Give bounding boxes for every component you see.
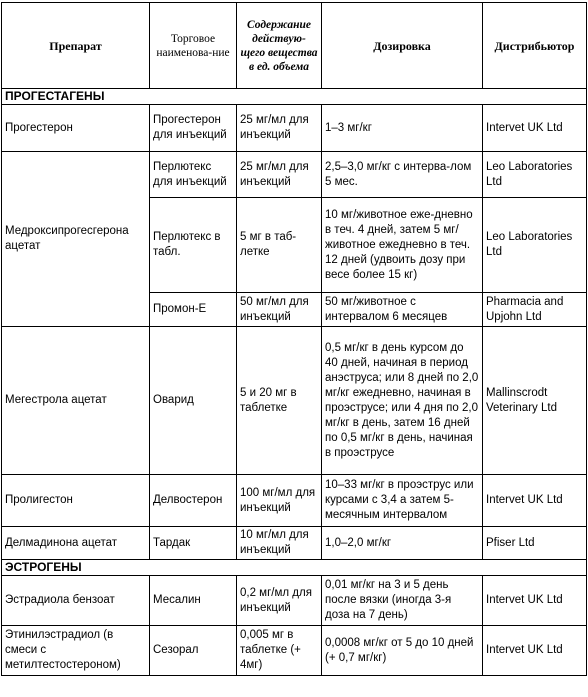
table-row bbox=[2, 105, 587, 152]
cell-drug: Прогестерон bbox=[2, 105, 150, 152]
cell-distributor: Intervet UK Ltd bbox=[483, 576, 587, 626]
cell-trade: Тардак bbox=[150, 527, 237, 560]
cell-dose: 10–33 мг/кг в проэструс или курсами с 3,4 а затем 5-месячным интервалом bbox=[322, 475, 483, 527]
section-row bbox=[2, 560, 587, 576]
table-row bbox=[2, 327, 587, 475]
cell-distributor: Pharmacia and Upjohn Ltd bbox=[483, 293, 587, 327]
table-row bbox=[2, 576, 587, 626]
cell-content: 10 мг/мл для инъекций bbox=[237, 527, 322, 560]
header-row bbox=[2, 3, 587, 89]
table-row bbox=[2, 475, 587, 527]
cell-drug: Этинилэстрадиол (в смеси с метилтестостероном) bbox=[2, 626, 150, 676]
cell-content: 0,005 мг в таблетке (+ 4мг) bbox=[237, 626, 322, 676]
cell-distributor: Intervet UK Ltd bbox=[483, 626, 587, 676]
cell-trade: Делвостерон bbox=[150, 475, 237, 527]
cell-trade: Перлютекс в табл. bbox=[150, 198, 237, 293]
cell-trade: Промон-Е bbox=[150, 293, 237, 327]
cell-trade: Сезорал bbox=[150, 626, 237, 676]
cell-dose: 10 мг/животное еже-дневно в теч. 4 дней, затем 5 мг/животное ежедневно в теч. 12 дней (удвоить дозу при весе более 15 кг) bbox=[322, 198, 483, 293]
cell-content: 25 мг/мл для инъекций bbox=[237, 105, 322, 152]
cell-distributor: Leo Laboratories Ltd bbox=[483, 198, 587, 293]
cell-distributor: Intervet UK Ltd bbox=[483, 105, 587, 152]
cell-drug: Медроксипрогесгерона ацетат bbox=[2, 152, 150, 327]
cell-content: 25 мг/мл для инъекций bbox=[237, 152, 322, 198]
cell-trade: Прогестерон для инъекций bbox=[150, 105, 237, 152]
cell-dose: 0,5 мг/кг в день курсом до 40 дней, начиная в период анэструса; или 8 дней по 2,0 мг/кг ежедневно, начиная в проэструсе; или 4 дня по 2,0 мг/кг в день, затем 16 дней по 0,5 мг/кг в день, начиная в проэструсе bbox=[322, 327, 483, 475]
header-drug: Препарат bbox=[2, 3, 150, 89]
cell-distributor: Leo Laboratories Ltd bbox=[483, 152, 587, 198]
section-progestagens: ПРОГЕСТАГЕНЫ bbox=[2, 89, 587, 105]
cell-distributor: Pfiser Ltd bbox=[483, 527, 587, 560]
cell-drug: Мегестрола ацетат bbox=[2, 327, 150, 475]
cell-content: 5 и 20 мг в таблетке bbox=[237, 327, 322, 475]
cell-content: 5 мг в таб-летке bbox=[237, 198, 322, 293]
cell-content: 0,2 мг/мл для инъекций bbox=[237, 576, 322, 626]
cell-distributor: Mallinscrodt Veterinary Ltd bbox=[483, 327, 587, 475]
table-row bbox=[2, 527, 587, 560]
cell-drug: Пролигестон bbox=[2, 475, 150, 527]
table-row bbox=[2, 152, 587, 198]
drug-table bbox=[1, 2, 587, 676]
cell-distributor: Intervet UK Ltd bbox=[483, 475, 587, 527]
cell-drug: Эстрадиола бензоат bbox=[2, 576, 150, 626]
cell-dose: 1–3 мг/кг bbox=[322, 105, 483, 152]
header-trade-name: Торговое наименова-ние bbox=[150, 3, 237, 89]
section-row bbox=[2, 89, 587, 105]
cell-trade: Месалин bbox=[150, 576, 237, 626]
header-content: Содержание действую-щего вещества в ед. объема bbox=[237, 3, 322, 89]
section-estrogens: ЭСТРОГЕНЫ bbox=[2, 560, 587, 576]
cell-dose: 50 мг/животное с интервалом 6 месяцев bbox=[322, 293, 483, 327]
cell-trade: Оварид bbox=[150, 327, 237, 475]
cell-dose: 1,0–2,0 мг/кг bbox=[322, 527, 483, 560]
cell-content: 100 мг/мл для инъекций bbox=[237, 475, 322, 527]
cell-dose: 0,0008 мг/кг от 5 до 10 дней (+ 0,7 мг/кг) bbox=[322, 626, 483, 676]
cell-drug: Делмадинона ацетат bbox=[2, 527, 150, 560]
header-distributor: Дистрибьютор bbox=[483, 3, 587, 89]
header-dosage: Дозировка bbox=[322, 3, 483, 89]
cell-dose: 0,01 мг/кг на 3 и 5 день после вязки (иногда 3-я доза на 7 день) bbox=[322, 576, 483, 626]
table-row bbox=[2, 626, 587, 676]
cell-dose: 2,5–3,0 мг/кг с интерва-лом 5 мес. bbox=[322, 152, 483, 198]
cell-content: 50 мг/мл для инъекций bbox=[237, 293, 322, 327]
cell-trade: Перлютекс для инъекций bbox=[150, 152, 237, 198]
